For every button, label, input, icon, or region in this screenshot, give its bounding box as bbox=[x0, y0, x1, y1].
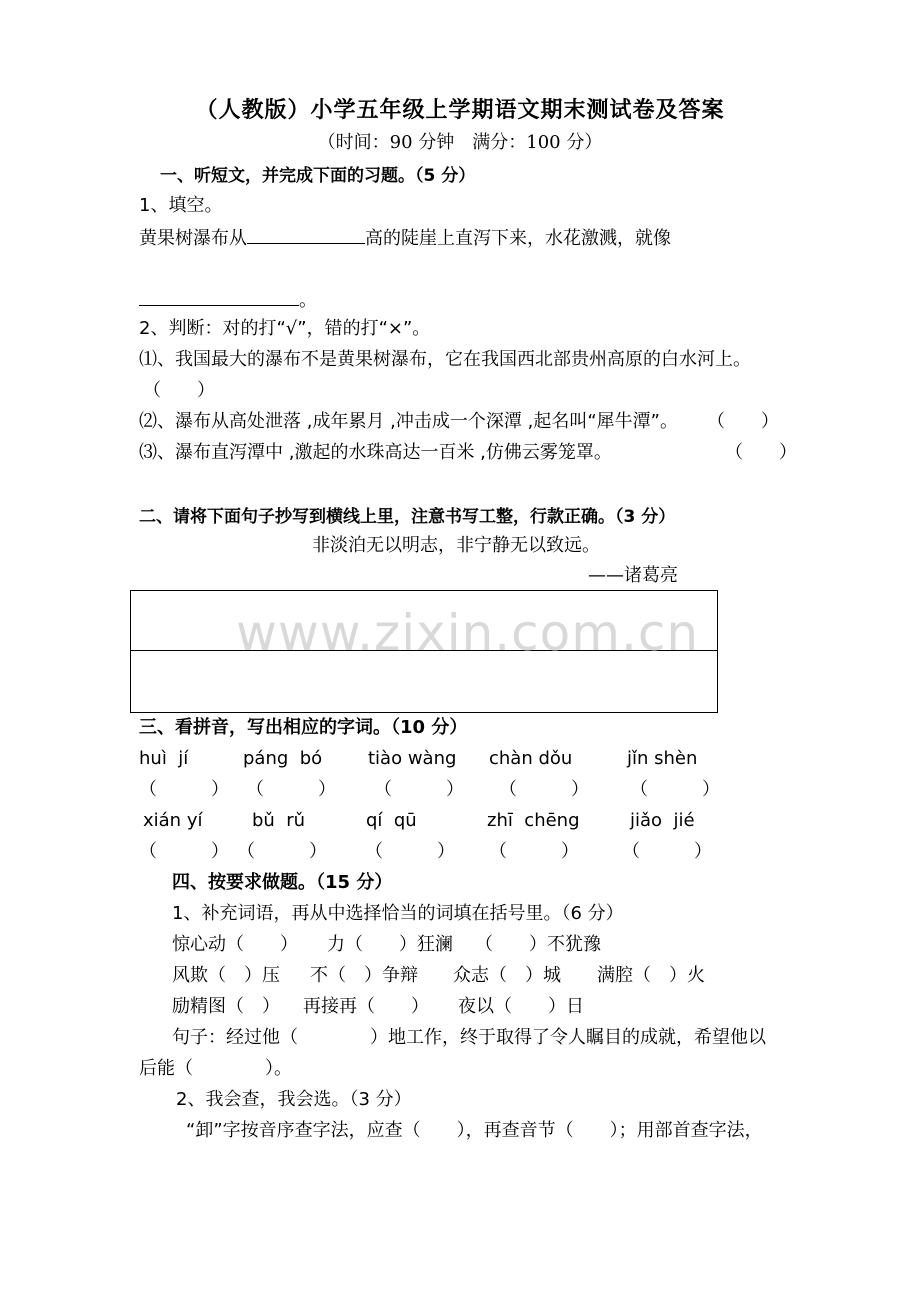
judge-1: ⑴、我国最大的瀑布不是黄果树瀑布，它在我国西北部贵州高原的白水河上。 bbox=[139, 349, 751, 370]
word-item: 不（ ）争辩 bbox=[310, 965, 418, 986]
word-item: 夜以（ ）日 bbox=[458, 996, 584, 1017]
pinyin-3: tiào wàng bbox=[368, 748, 457, 769]
pinyin-9: zhī chēng bbox=[487, 810, 580, 831]
word-item: 惊心动（ ） bbox=[172, 934, 298, 955]
pinyin-6: xián yí bbox=[143, 810, 203, 831]
q1-label: 1、填空。 bbox=[139, 195, 223, 216]
pinyin-1: huì jí bbox=[139, 748, 189, 769]
judge-2: ⑵、瀑布从高处泄落 ,成年累月 ,冲击成一个深潭 ,起名叫“犀牛潭”。 bbox=[139, 411, 678, 432]
word-item: 众志（ ）城 bbox=[453, 965, 561, 986]
word-item: 风欺（ ）压 bbox=[172, 965, 280, 986]
sentence-line-2: 后能（ ）。 bbox=[139, 1058, 292, 1079]
word-item: 满腔（ ）火 bbox=[597, 965, 705, 986]
q2-label: 2、判断：对的打“√”，错的打“×”。 bbox=[139, 318, 431, 339]
answer-paren[interactable]: （ ） bbox=[630, 779, 720, 800]
section-3-heading: 三、看拼音，写出相应的字词。（10 分） bbox=[139, 717, 468, 738]
q1-fill-line-2 bbox=[139, 287, 317, 313]
watermark: www.zixin.com.cn bbox=[236, 604, 700, 662]
q1-fill-line bbox=[139, 225, 671, 251]
pinyin-8: qí qū bbox=[366, 810, 417, 831]
pinyin-2: páng bó bbox=[243, 748, 323, 769]
pinyin-10: jiǎo jié bbox=[630, 810, 695, 831]
quote-text: 非淡泊无以明志，非宁静无以致远。 bbox=[312, 535, 600, 556]
judge-2-paren[interactable]: （ ） bbox=[707, 411, 779, 432]
word-item: 再接再（ ） bbox=[303, 996, 429, 1017]
word-item: （ ）不犹豫 bbox=[475, 934, 601, 955]
judge-1-paren[interactable]: （ ） bbox=[143, 380, 215, 401]
answer-paren[interactable]: （ ） bbox=[365, 841, 455, 862]
answer-paren[interactable]: （ ） bbox=[374, 779, 464, 800]
s4-q2-text: “卸”字按音序查字法，应查（ ），再查音节（ ）；用部首查字法， bbox=[186, 1120, 763, 1141]
section-2-heading: 二、请将下面句子抄写到横线上里，注意书写工整，行款正确。（3 分） bbox=[139, 507, 676, 527]
answer-paren[interactable]: （ ） bbox=[622, 841, 712, 862]
pinyin-4: chàn dǒu bbox=[489, 748, 573, 769]
answer-paren[interactable]: （ ） bbox=[489, 841, 579, 862]
q1-text-a: 黄果树瀑布从 bbox=[139, 228, 247, 249]
s4-q2-label: 2、我会查，我会选。（3 分） bbox=[176, 1089, 412, 1110]
word-item: 力（ ）狂澜 bbox=[327, 934, 453, 955]
page-title: （人教版）小学五年级上学期语文期末测试卷及答案 bbox=[195, 98, 725, 123]
section-1-heading: 一、听短文，并完成下面的习题。（5 分） bbox=[160, 166, 476, 186]
judge-3-paren[interactable]: （ ） bbox=[725, 442, 797, 463]
answer-paren[interactable]: （ ） bbox=[139, 841, 229, 862]
q1-blank-2[interactable] bbox=[139, 287, 299, 306]
q1-end: 。 bbox=[299, 290, 317, 311]
page-subtitle: （时间：90 分钟 满分：100 分） bbox=[317, 132, 603, 153]
quote-author: ——诸葛亮 bbox=[588, 565, 678, 586]
q1-text-b: 高的陡崖上直泻下来，水花激溅，就像 bbox=[365, 228, 671, 249]
pinyin-5: jǐn shèn bbox=[627, 748, 698, 769]
section-4-heading: 四、按要求做题。（15 分） bbox=[172, 872, 393, 893]
answer-paren[interactable]: （ ） bbox=[139, 779, 229, 800]
sentence-line-1: 句子：经过他（ ）地工作，终于取得了令人瞩目的成就，希望他以 bbox=[172, 1027, 766, 1048]
q1-blank-1[interactable] bbox=[247, 225, 365, 244]
s4-q1-label: 1、补充词语，再从中选择恰当的词填在括号里。（6 分） bbox=[172, 903, 624, 924]
word-item: 励精图（ ） bbox=[172, 996, 280, 1017]
answer-paren[interactable]: （ ） bbox=[499, 779, 589, 800]
answer-paren[interactable]: （ ） bbox=[237, 841, 327, 862]
pinyin-7: bǔ rǔ bbox=[252, 810, 306, 831]
judge-3: ⑶、瀑布直泻潭中 ,激起的水珠高达一百米 ,仿佛云雾笼罩。 bbox=[139, 442, 612, 463]
answer-paren[interactable]: （ ） bbox=[246, 779, 336, 800]
